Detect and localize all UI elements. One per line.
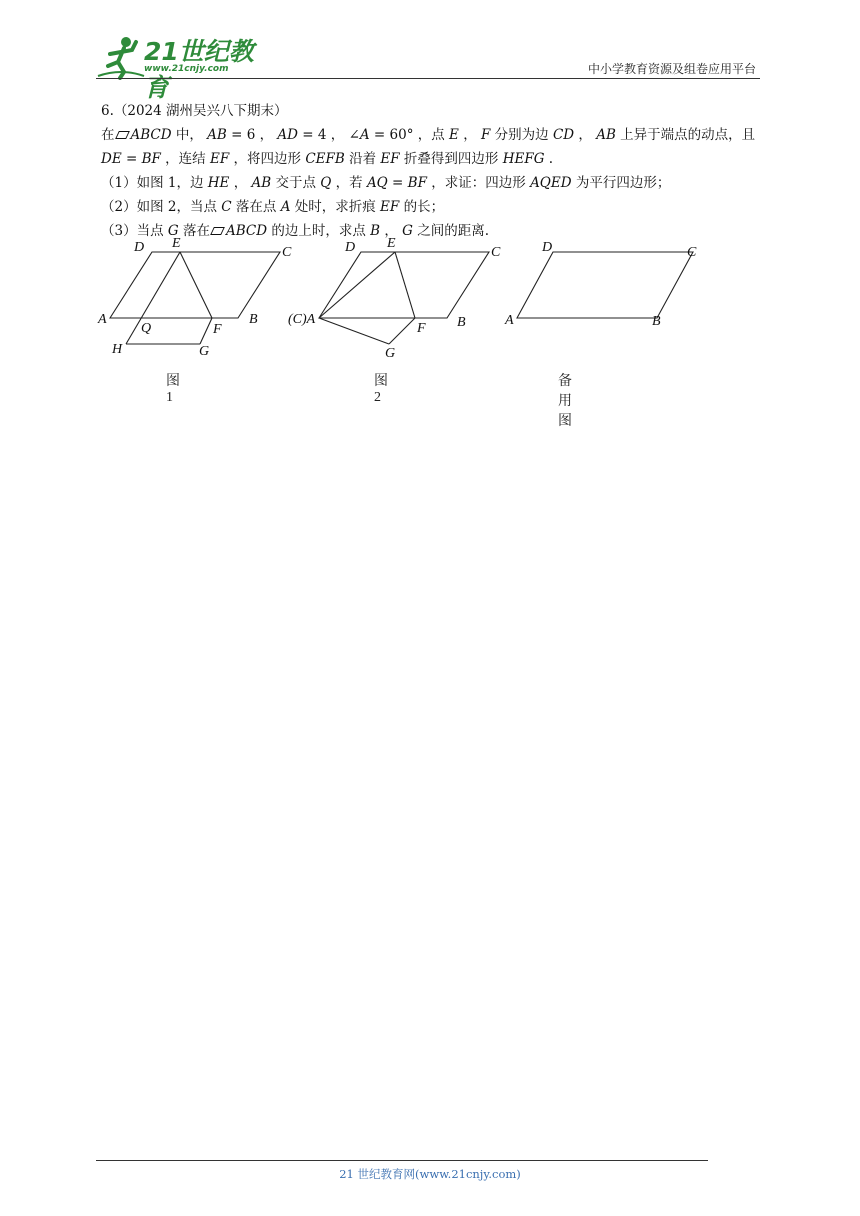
fig2-caption: 图 2: [374, 374, 388, 405]
stem-text: =: [121, 151, 142, 167]
stem-text: 中，: [171, 127, 208, 143]
stem-text: 折叠得到四边形: [399, 151, 503, 167]
footer-divider: [96, 1160, 708, 1161]
footer-link[interactable]: 21 世纪教育网(www.21cnjy.com): [339, 1167, 521, 1181]
stem-text: 沿着: [344, 151, 381, 167]
runner-icon: [96, 32, 146, 80]
fig3-caption: 备用图: [558, 374, 572, 429]
q2-text: 落在点: [231, 199, 281, 215]
stem-text: AB: [207, 127, 227, 143]
q1-text: HE: [207, 175, 230, 191]
geometry-figures: [92, 232, 712, 402]
parallelogram-icon: [115, 131, 130, 139]
fig3-label-C: C: [687, 245, 697, 260]
fig1-parallelogram: [110, 252, 280, 318]
fig2-label-B: B: [457, 315, 466, 330]
stem-text: = 60° ，点: [369, 127, 450, 143]
fig2-line-EF: [395, 252, 415, 318]
stem-text: 在: [101, 127, 115, 143]
fig1-label-B: B: [249, 312, 258, 327]
fig2-label-CA: (C)A: [288, 312, 316, 327]
q2-text: 的长；: [399, 199, 445, 215]
stem-text: = 6 ，: [226, 127, 278, 143]
stem-text: = 4 ， ∠: [298, 127, 360, 143]
stem-text: ，: [574, 127, 597, 143]
stem-text: CD: [552, 127, 575, 143]
problem-stem: [101, 123, 766, 171]
fig1-label-Q: Q: [141, 321, 152, 336]
stem-text: HEFG: [502, 151, 545, 167]
q3-text: ABCD: [225, 223, 268, 239]
q3-text: 的边上时，求点: [267, 223, 371, 239]
stem-text: CEFB: [305, 151, 345, 167]
stem-text: ，将四边形: [229, 151, 306, 167]
question-2: [101, 195, 766, 219]
fig2-label-E: E: [387, 236, 396, 251]
stem-text: ，: [458, 127, 481, 143]
q3-text: G: [167, 223, 179, 239]
fig2-label-G: G: [385, 346, 396, 361]
fig3-label-A: A: [505, 313, 514, 328]
stem-text: ，连结: [160, 151, 210, 167]
q1-text: （1）如图 1，边: [101, 175, 208, 191]
q1-text: ，若: [331, 175, 367, 191]
stem-text: 分别为边: [490, 127, 553, 143]
fig1-label-H: H: [112, 342, 123, 357]
q1-text: AQED: [530, 175, 572, 191]
fig2-line-AG: [319, 318, 389, 344]
stem-text: F: [481, 127, 491, 143]
stem-text: A: [359, 127, 370, 143]
logo-text: 21世纪教育: [144, 37, 254, 102]
fig2-label-D: D: [345, 240, 356, 255]
q1-text: =: [387, 175, 408, 191]
fig1-label-F: F: [213, 322, 222, 337]
fig2-label-C: C: [491, 245, 501, 260]
q2-text: A: [280, 199, 291, 215]
stem-text: AD: [277, 127, 298, 143]
fig3-parallelogram: [517, 252, 693, 318]
fig3-label-B: B: [652, 314, 661, 329]
q3-text: 落在: [178, 223, 210, 239]
q2-text: （2）如图 2，当点: [101, 199, 222, 215]
stem-text: DE: [101, 151, 122, 167]
stem-text: .: [544, 151, 554, 167]
q1-text: BF: [407, 175, 427, 191]
stem-text: EF: [380, 151, 400, 167]
site-logo: [96, 32, 266, 102]
fig1-line-GF: [200, 318, 212, 344]
fig1-label-E: E: [172, 236, 181, 251]
question-1: [101, 171, 766, 195]
q3-text: 之间的距离.: [412, 223, 490, 239]
stem-text: EF: [209, 151, 230, 167]
stem-text: E: [449, 127, 459, 143]
problem-source: 6.（2024 湖州吴兴八下期末）: [101, 103, 288, 119]
q2-text: 处时，求折痕: [290, 199, 381, 215]
stem-text: ABCD: [130, 127, 172, 143]
logo-url: www.21cnjy.com: [144, 64, 229, 74]
q3-text: B: [370, 223, 381, 239]
fig1-caption: 图 1: [166, 374, 180, 405]
fig1-label-C: C: [282, 245, 292, 260]
fig1-line-EH: [126, 252, 180, 344]
q2-text: EF: [380, 199, 400, 215]
q1-text: 交于点: [271, 175, 321, 191]
header-divider: [96, 78, 760, 79]
problem-6: [101, 99, 766, 243]
fig2-line-AE: [319, 252, 395, 318]
q1-text: AQ: [366, 175, 388, 191]
fig3-label-D: D: [542, 240, 553, 255]
q1-text: Q: [320, 175, 332, 191]
fig1-label-A: A: [98, 312, 107, 327]
fig1-line-EF: [180, 252, 212, 318]
q3-text: （3）当点: [101, 223, 168, 239]
q1-text: ，求证：四边形: [426, 175, 531, 191]
stem-text: BF: [141, 151, 161, 167]
q3-text: ，: [380, 223, 403, 239]
fig1-label-G: G: [199, 344, 210, 359]
q3-text: G: [402, 223, 413, 239]
stem-text: AB: [596, 127, 616, 143]
q1-text: 为平行四边形；: [571, 175, 671, 191]
fig2-line-GF: [389, 318, 415, 344]
q2-text: C: [221, 199, 232, 215]
q1-text: AB: [251, 175, 272, 191]
fig1-label-D: D: [134, 240, 145, 255]
stem-text: 上异于端点的动点，且: [615, 127, 756, 143]
platform-title: 中小学教育资源及组卷应用平台: [587, 62, 756, 76]
q1-text: ，: [229, 175, 252, 191]
fig2-label-F: F: [417, 321, 426, 336]
fig2-parallelogram: [319, 252, 489, 318]
